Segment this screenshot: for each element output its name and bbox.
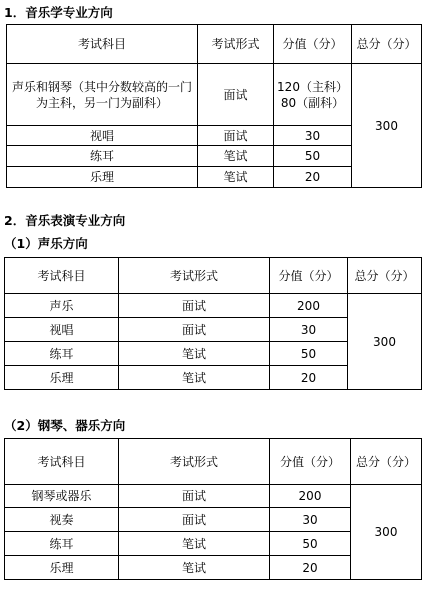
music-studies-table	[6, 24, 422, 188]
cell-score: 120（主科）80（副科）	[274, 64, 352, 126]
cell-form: 笔试	[119, 342, 270, 366]
cell-form: 笔试	[198, 146, 274, 167]
cell-score: 30	[270, 318, 348, 342]
cell-subject: 视唱	[5, 318, 119, 342]
cell-form: 笔试	[198, 167, 274, 188]
cell-form: 面试	[119, 318, 270, 342]
cell-score: 50	[274, 146, 352, 167]
table-header-row	[7, 25, 422, 64]
cell-score: 20	[270, 366, 348, 390]
cell-form: 面试	[198, 64, 274, 126]
header-total: 总分（分）	[351, 439, 422, 485]
cell-subject: 视唱	[7, 126, 198, 146]
cell-total: 300	[348, 294, 422, 390]
piano-instrument-heading: （2）钢琴、器乐方向	[4, 418, 126, 433]
cell-score: 30	[274, 126, 352, 146]
cell-score: 50	[270, 532, 351, 556]
cell-total: 300	[351, 485, 422, 580]
cell-subject: 钢琴或器乐	[5, 485, 119, 508]
header-form: 考试形式	[119, 258, 270, 294]
cell-subject: 乐理	[7, 167, 198, 188]
cell-score: 20	[274, 167, 352, 188]
header-subject: 考试科目	[7, 25, 198, 64]
section2-heading: 2．音乐表演专业方向	[4, 213, 126, 228]
header-score: 分值（分）	[270, 439, 351, 485]
cell-form: 笔试	[119, 366, 270, 390]
cell-score: 20	[270, 556, 351, 580]
cell-form: 面试	[198, 126, 274, 146]
header-total: 总分（分）	[348, 258, 422, 294]
cell-score: 30	[270, 508, 351, 532]
cell-subject: 练耳	[7, 146, 198, 167]
cell-total: 300	[352, 64, 422, 188]
header-score: 分值（分）	[270, 258, 348, 294]
section1-heading: 1．音乐学专业方向	[4, 5, 113, 20]
table-header-row	[5, 258, 422, 294]
vocal-direction-heading: （1）声乐方向	[4, 236, 88, 251]
cell-subject: 练耳	[5, 532, 119, 556]
piano-instrument-table	[4, 438, 422, 580]
cell-score: 200	[270, 294, 348, 318]
cell-form: 笔试	[119, 532, 270, 556]
cell-subject: 视奏	[5, 508, 119, 532]
header-subject: 考试科目	[5, 258, 119, 294]
table-row	[7, 64, 422, 126]
header-total: 总分（分）	[352, 25, 422, 64]
table-row	[5, 294, 422, 318]
cell-subject: 声乐和钢琴（其中分数较高的一门为主科，另一门为副科）	[7, 64, 198, 126]
cell-score: 50	[270, 342, 348, 366]
header-form: 考试形式	[119, 439, 270, 485]
cell-subject: 乐理	[5, 556, 119, 580]
table-header-row	[5, 439, 422, 485]
cell-form: 笔试	[119, 556, 270, 580]
table-row	[5, 485, 422, 508]
cell-form: 面试	[119, 485, 270, 508]
header-score: 分值（分）	[274, 25, 352, 64]
cell-form: 面试	[119, 294, 270, 318]
cell-subject: 声乐	[5, 294, 119, 318]
cell-subject: 练耳	[5, 342, 119, 366]
cell-subject: 乐理	[5, 366, 119, 390]
cell-score: 200	[270, 485, 351, 508]
vocal-table	[4, 257, 422, 390]
header-subject: 考试科目	[5, 439, 119, 485]
cell-form: 面试	[119, 508, 270, 532]
header-form: 考试形式	[198, 25, 274, 64]
